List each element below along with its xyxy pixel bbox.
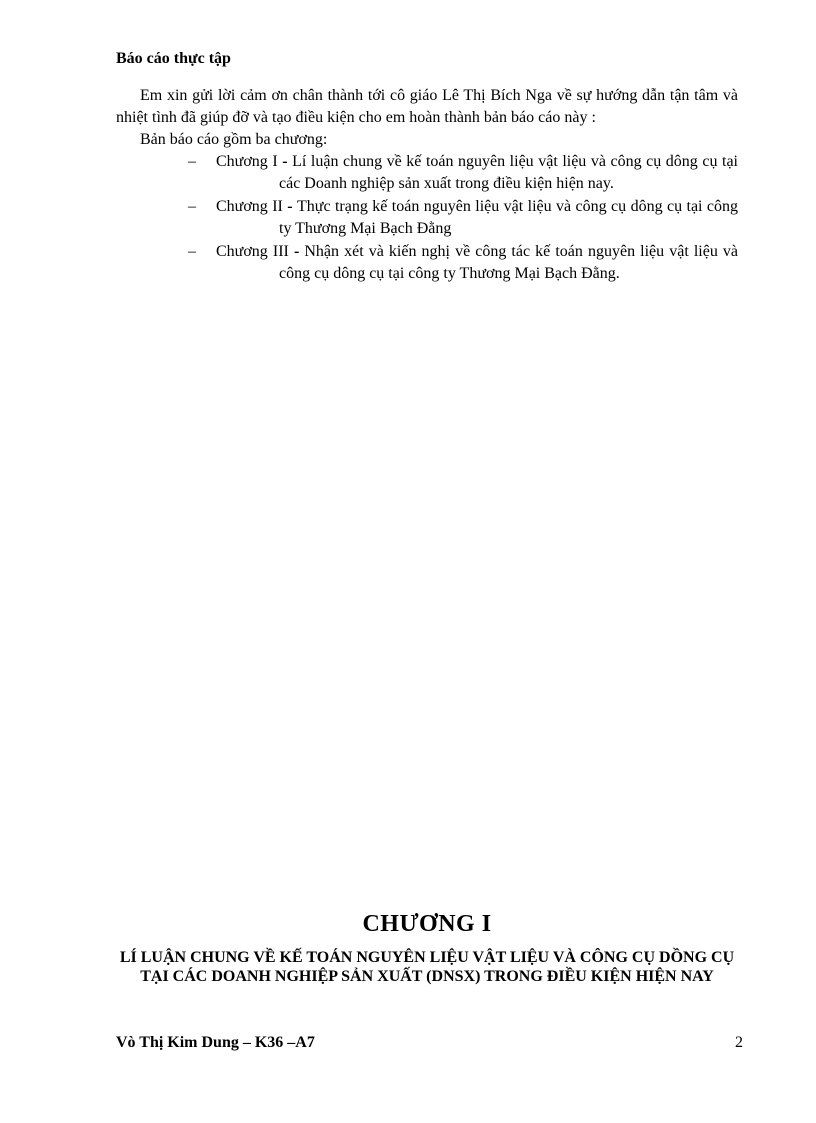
dash-bullet-icon: – bbox=[188, 153, 196, 170]
chapter-separator: - bbox=[277, 153, 293, 170]
report-body bbox=[116, 85, 738, 286]
chapter-list-item-1 bbox=[116, 151, 738, 195]
report-header-title: Báo cáo thực tập bbox=[116, 50, 231, 67]
chapter-list-item-2 bbox=[116, 196, 738, 240]
chapter-code: Chương II bbox=[216, 198, 283, 215]
chapter-description: Nhận xét và kiến nghị về công tác kế toán nguyên liệu vật liệu và công cụ dông cụ tại công ty Thương Mại Bạch Đằng. bbox=[279, 243, 739, 282]
footer-author: Vò Thị Kim Dung – K36 –A7 bbox=[116, 1034, 315, 1051]
page-number: 2 bbox=[735, 1034, 743, 1051]
chapter-subtitle: LÍ LUẬN CHUNG VỀ KẾ TOÁN NGUYÊN LIỆU VẬT LIỆU VÀ CÔNG CỤ DỒNG CỤ TẠI CÁC DOANH NGHIỆP SẢN XUẤT (DNSX) TRONG ĐIỀU KIỆN HIỆN NAY bbox=[119, 949, 735, 985]
chapters-intro: Bản báo cáo gồm ba chương: bbox=[140, 131, 328, 148]
chapter-separator: - bbox=[288, 243, 305, 260]
chapter-description: Thực trạng kế toán nguyên liệu vật liệu và công cụ dông cụ tại công ty Thương Mại Bạch Đằng bbox=[279, 198, 738, 237]
chapter-code: Chương III bbox=[216, 243, 289, 260]
chapter-description: Lí luận chung về kế toán nguyên liệu vật liệu và công cụ dông cụ tại các Doanh nghiệp sản xuất trong điều kiện hiện nay. bbox=[279, 153, 739, 192]
chapter-list bbox=[116, 151, 738, 285]
dash-bullet-icon: – bbox=[188, 243, 196, 260]
chapter-separator: - bbox=[282, 198, 298, 215]
dash-bullet-icon: – bbox=[188, 198, 196, 215]
chapter-list-item-3 bbox=[116, 241, 738, 285]
chapter-code: Chương I bbox=[216, 153, 278, 170]
chapter-heading: CHƯƠNG I bbox=[362, 911, 492, 937]
acknowledgement-paragraph: Em xin gửi lời cảm ơn chân thành tới cô giáo Lê Thị Bích Nga về sự hướng dẫn tận tâm và nhiệt tình đã giúp đỡ và tạo điều kiện cho em hoàn thành bản báo cáo này : bbox=[116, 87, 738, 126]
